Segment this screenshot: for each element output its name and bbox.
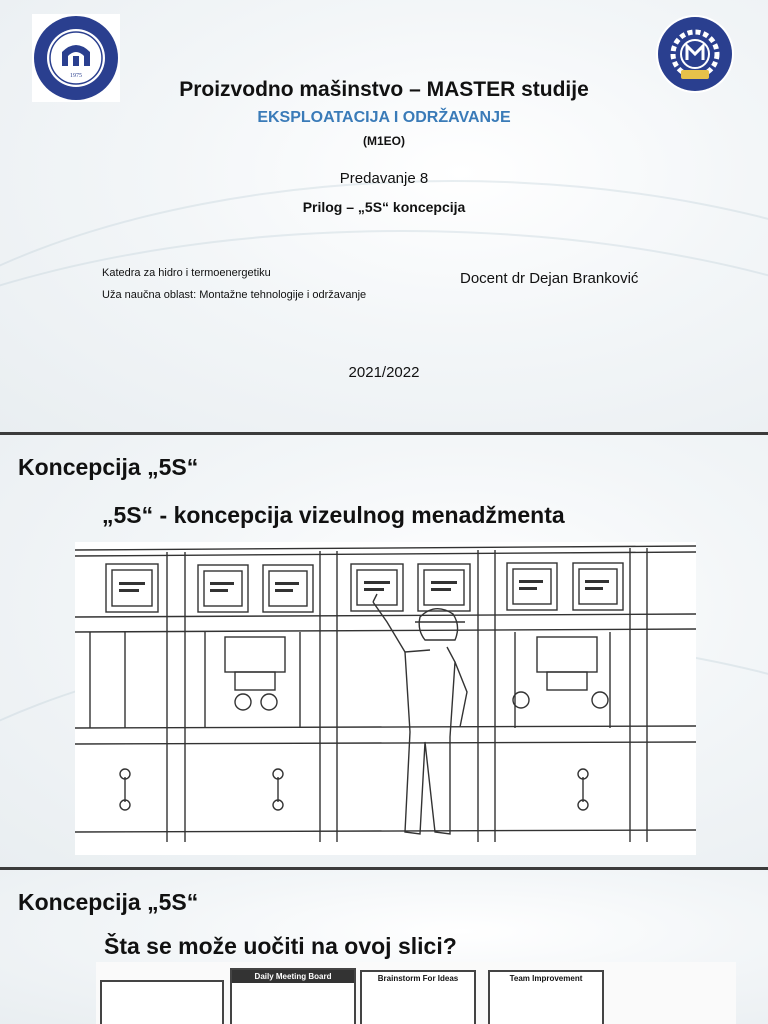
course-code: (M1EO) xyxy=(363,134,405,148)
lecture-number: Predavanje 8 xyxy=(339,170,429,187)
attachment-title: Prilog – „5S“ koncepcija xyxy=(302,199,466,215)
board-left xyxy=(100,980,224,1024)
field-label: Uža naučna oblast: Montažne tehnologije i održavanje xyxy=(102,289,367,301)
question-slide xyxy=(0,870,768,1024)
worker-pointing-at-machine-boards-icon xyxy=(75,542,696,855)
board-brainstorm xyxy=(360,970,476,1024)
slide-question: Šta se može uočiti na ovoj slici? xyxy=(104,933,457,959)
svg-text:1975: 1975 xyxy=(70,73,82,79)
department-label: Katedra za hidro i termoenergetiku xyxy=(102,267,271,279)
program-title: Proizvodno mašinstvo – MASTER studije xyxy=(179,78,589,101)
board-daily-meeting xyxy=(230,968,356,1024)
board-team-improvement xyxy=(488,970,604,1024)
slide-heading: Koncepcija „5S“ xyxy=(18,889,199,915)
board-title: Brainstorm For Ideas xyxy=(377,974,459,983)
slide-subheading: „5S“ - koncepcija vizeulnog menadžmenta xyxy=(102,502,565,528)
concept-slide xyxy=(0,435,768,867)
lecturer-name: Docent dr Dejan Branković xyxy=(460,270,639,287)
board-title: Daily Meeting Board xyxy=(232,970,354,983)
visual-boards-picture xyxy=(96,962,736,1024)
slide-heading: Koncepcija „5S“ xyxy=(18,454,199,480)
academic-year: 2021/2022 xyxy=(348,364,420,381)
course-title: EKSPLOATACIJA I ODRŽAVANJE xyxy=(257,109,511,126)
title-slide xyxy=(0,0,768,432)
board-title: Team Improvement xyxy=(509,974,583,983)
background-swoosh xyxy=(0,230,768,432)
